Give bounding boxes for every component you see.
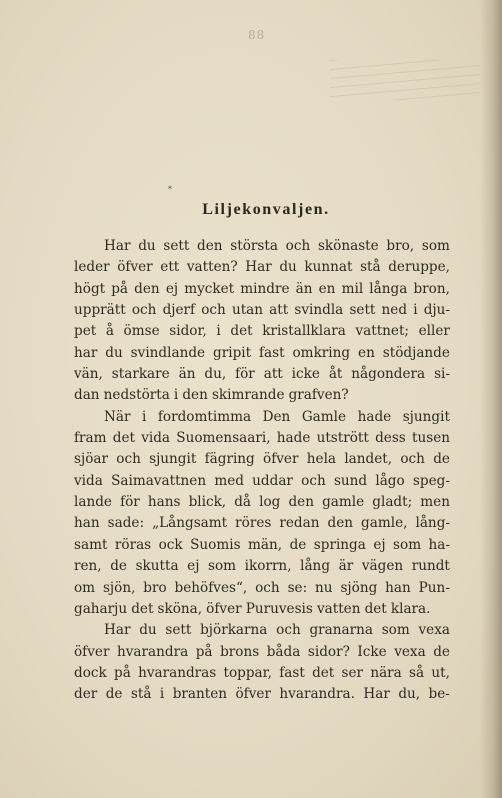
text-line: upprätt och djerf och utan att svindla sett ned i dju- <box>74 302 450 319</box>
text-line: har du svindlande gripit fast omkring en stödjande <box>74 344 450 361</box>
body-text <box>74 236 450 706</box>
text-line: När i fordomtimma Den Gamle hade sjungit <box>104 408 450 425</box>
text-line: samt röras ock Suomis män, de springa ej som ha- <box>74 536 450 553</box>
text-line: lande för hans blick, då log den gamle gladt; men <box>74 494 450 511</box>
text-line: dock på hvarandras toppar, fast det ser nära så ut, <box>74 664 450 681</box>
text-line: sjöar och sjungit fägring öfver hela landet, och de <box>74 451 450 468</box>
text-line: der de stå i branten öfver hvarandra. Har du, be- <box>74 686 450 703</box>
text-line: vida Saimavattnen med uddar och sund lågo speg- <box>74 472 450 489</box>
ornament-mark: * <box>168 185 172 194</box>
gutter-shadow <box>480 0 502 798</box>
text-line: pet å ömse sidor, i det kristallklara vattnet; eller <box>74 323 450 340</box>
text-line: dan nedstörta i den skimrande grafven? <box>74 387 349 404</box>
text-line: Har du sett björkarna och granarna som vexa <box>104 622 450 639</box>
text-line: han sade: „Långsamt röres redan den gamle, lång- <box>74 515 450 532</box>
text-line: högt på den ej mycket mindre än en mil långa bron, <box>74 280 450 297</box>
text-line: öfver hvarandra på brons båda sidor? Icke vexa de <box>74 643 450 660</box>
text-line: vän, starkare än du, för att icke åt någondera si- <box>74 366 450 383</box>
page-number: 88 <box>248 28 266 42</box>
text-line: Har du sett den största och skönaste bro, som <box>104 238 450 254</box>
text-line: gaharju det sköna, öfver Puruvesis vatten det klara. <box>74 600 431 617</box>
text-line: leder öfver ett vatten? Har du kunnat stå deruppe, <box>74 259 450 276</box>
text-line: om sjön, bro behöfves“, och se: nu sjöng han Pun- <box>74 579 450 596</box>
bleed-through-texture <box>330 60 480 100</box>
chapter-title: Liljekonvaljen. <box>202 201 330 218</box>
text-line: ren, de skutta ej som ikorrn, lång är vägen rundt <box>74 558 450 575</box>
text-line: fram det vida Suomensaari, hade utstrött dess tusen <box>74 430 450 447</box>
